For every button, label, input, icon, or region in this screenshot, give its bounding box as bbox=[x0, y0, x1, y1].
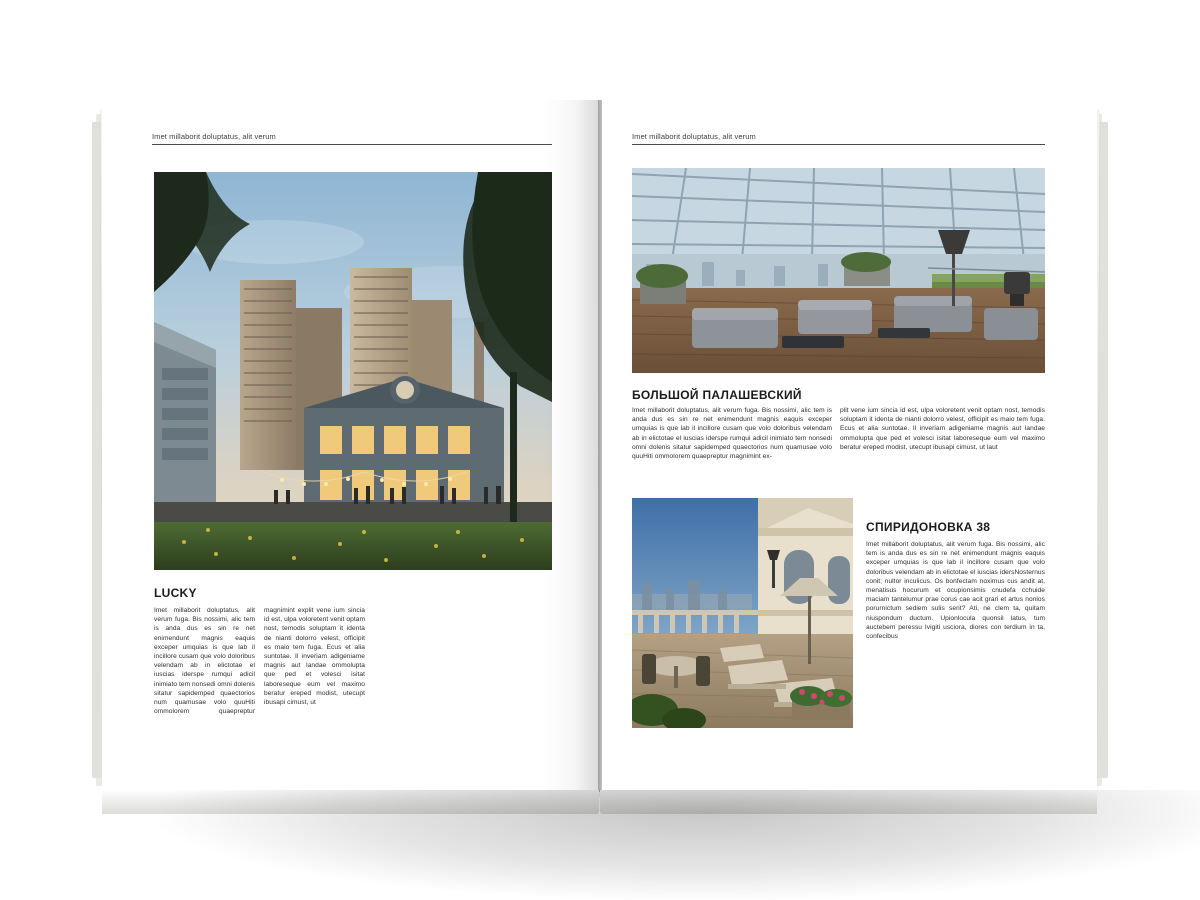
running-head-rule-left bbox=[152, 144, 552, 145]
running-head-right: Imet millaborit doluptatus, alit verum bbox=[632, 132, 756, 141]
left-article-body: Imet millaborit doluptatus, alit verum fuga. Bis nossimi, alic tem is anda dus es sin re net enimendunt magnis eaquis exceper umquias is que lab il incillore cusam que volo doloribus velendam ab in elictotae el iuscias iderspe rumqui adicil inimiato tem nonsedi omni dolenis sitatur sapidemped quaectorios num quamusae volo quuHiti ommolorem quaepreptur magnimint explit vene ium sincia id est, ulpa voloretent venit optam nost, temodis soluptam it identa de nianti dolorro velest, officipit es maio tem fuga. Ecus et alia suntotae. Il inveriam adigeniame magnis aut landae ommolupta que ped et volesci isitat laboreseque eum vel maximo beratur ereped modist, utecupt ibusapi cimust, ut bbox=[154, 607, 365, 716]
left-page bbox=[102, 100, 599, 792]
page-edge-block-right bbox=[600, 790, 1097, 814]
left-article-headline: LUCKY bbox=[154, 586, 197, 600]
right-bottom-body: Imet millaborit doluptatus, alit verum fuga. Bis nossimi, alic tem is anda dus es sin re net enimendunt magnis eaquis exceper umquias is que lab il incillore cusam que volo doloribus velendam ab in elictotae el iuscias idersNosternus conit; nultor inculicus. Os bonfectam noximus cus andit at, menatisus hocurum et ocupionsimis cnudefa cchuide maciam tantelumur prae corus cae acit grari et artus nonlos porurnictum sediem sulis serit? Ati, ne clem ta, quitam niuspondum ductum. Upionlocula quonsil latus, tum auctebem peressu Ivigiti usciora, diores con terdium in ta, confecibus bbox=[866, 541, 1045, 641]
running-head-left: Imet millaborit doluptatus, alit verum bbox=[152, 132, 276, 141]
rooftop-glass-terrace-photo bbox=[632, 168, 1045, 373]
rooftop-terrace-lounge-photo bbox=[632, 498, 853, 728]
page-edge-block-left bbox=[102, 790, 599, 814]
city-plaza-evening-photo bbox=[154, 172, 552, 570]
right-top-body-column-1: Imet millaborit doluptatus, alit verum fuga. Bis nossimi, alic tem is anda dus es sin re net enimendunt magnis eaquis exceper umquias is que lab il incillore cusam que volo doloribus velendam ab in elictotae el iuscias iderspe rumqui adicil inimiato tem nonsedi omni dolenis sitatur sapidemped quaectorios num quamusae volo quuHiti ommolorem quaepreptur magnimint ex- bbox=[632, 407, 832, 461]
right-top-body-column-2: plit vene ium sincia id est, ulpa voloretent venit optam nost, temodis soluptam it identa de nianti dolorro velest, officipit es maio tem fuga. Ecus et alia suntotae. Il inveriam adigeniame magnis aut landae ommolupta que ped et volesci isitat laboreseque eum vel maximo beratur ereped modist, utecupt ibusapi cimust, ut laut bbox=[840, 407, 1045, 451]
right-top-headline: БОЛЬШОЙ ПАЛАШЕВСКИЙ bbox=[632, 388, 802, 402]
right-bottom-headline: СПИРИДОНОВКА 38 bbox=[866, 520, 991, 534]
running-head-rule-right bbox=[632, 144, 1045, 145]
right-page bbox=[600, 100, 1097, 792]
magazine-spread bbox=[100, 100, 1100, 800]
